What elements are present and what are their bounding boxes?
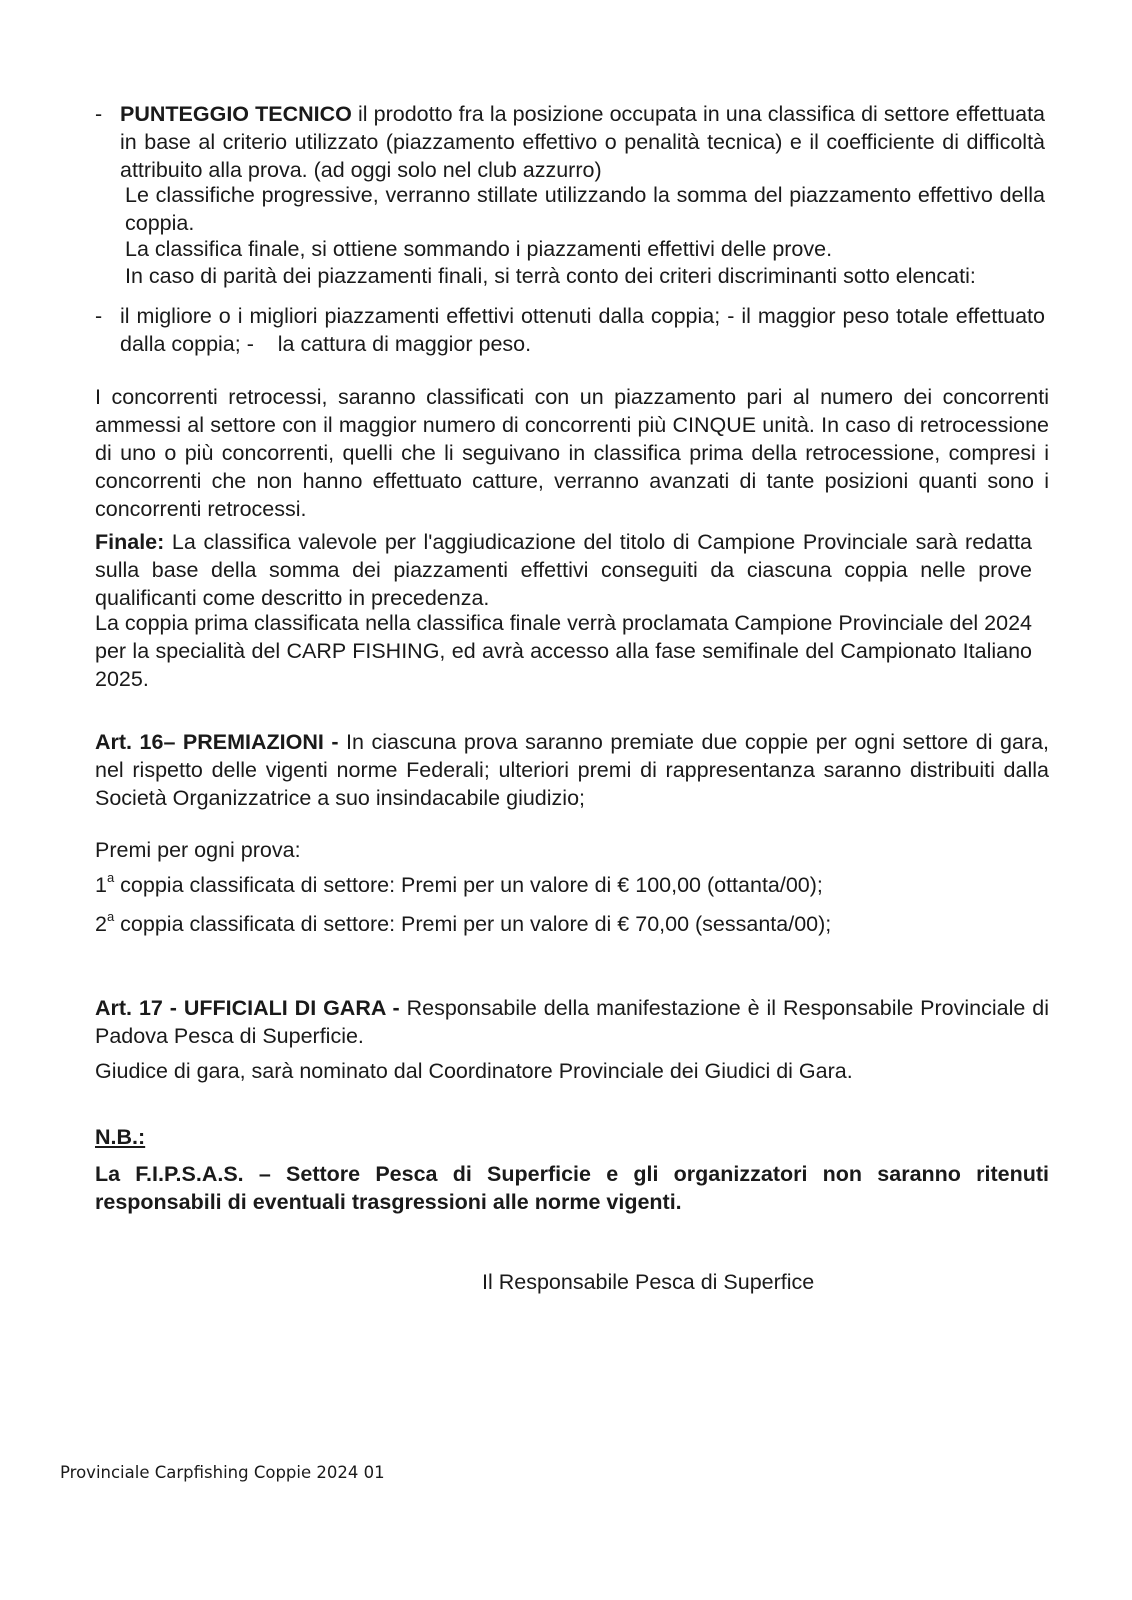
art16-paragraph: [95, 728, 1049, 812]
bullet-dash: -: [95, 102, 103, 126]
retrocessi-paragraph: I concorrenti retrocessi, saranno classificati con un piazzamento pari al numero dei concorrenti ammessi al settore con il maggior numero di concorrenti più CINQUE unità. In caso di retrocessione di uno o più concorrenti, quelli che li seguivano in classifica prima della retrocessione, compresi i concorrenti che non hanno effettuato catture, verranno avanzati di tante posizioni quanti sono i concorrenti retrocessi.: [95, 385, 1049, 521]
bullet-dash: -: [95, 304, 103, 328]
finale-paragraph: [95, 528, 1032, 612]
nb-label: N.B.:: [95, 1125, 146, 1149]
premio-1: 1$^a$ coppia classificata di settore: Premi per un valore di € 100,00 (ottanta/00);: [95, 869, 823, 897]
art16-label: Art. 16: [95, 730, 164, 754]
parita-text: In caso di parità dei piazzamenti finali, si terrà conto dei criteri discriminanti sotto elencati:: [125, 264, 976, 288]
punteggio-title: PUNTEGGIO TECNICO: [120, 102, 352, 126]
signature: Il Responsabile Pesca di Superfice: [482, 1270, 815, 1294]
giudice-text: Giudice di gara, sarà nominato dal Coordinatore Provinciale dei Giudici di Gara.: [95, 1059, 853, 1083]
finale-text: La classifica valevole per l'aggiudicazione del titolo di Campione Provinciale sarà redatta sulla base della somma dei piazzamenti effettivi conseguiti da ciascuna coppia nelle prove qualificanti come descritto in precedenza.: [95, 530, 1032, 610]
page-footer: Provinciale Carpfishing Coppie 2024 01: [60, 1463, 385, 1482]
art17-paragraph: [95, 994, 1049, 1050]
criteri-text: il migliore o i migliori piazzamenti effettivi ottenuti dalla coppia; - il maggior peso totale effettuato dalla coppia; - la cattura di maggior peso.: [120, 304, 1051, 356]
finale-somma-text: La classifica finale, si ottiene sommando i piazzamenti effettivi delle prove.: [125, 237, 833, 261]
punteggio-paragraph: [120, 100, 1045, 184]
art17-label: Art. 17 - UFFICIALI DI GARA -: [95, 996, 400, 1020]
art17-text: Responsabile della manifestazione è il Responsabile Provinciale di Padova Pesca di Superficie.: [95, 996, 1049, 1048]
art16-title: – PREMIAZIONI -: [163, 730, 339, 754]
art16-text: In ciascuna prova saranno premiate due coppie per ogni settore di gara, nel rispetto delle vigenti norme Federali; ulteriori premi di rappresentanza saranno distribuiti dalla Società Organizzatrice a suo insindacabile giudizio;: [95, 730, 1049, 810]
premi-title: Premi per ogni prova:: [95, 838, 301, 862]
finale-proclamazione: La coppia prima classificata nella classifica finale verrà proclamata Campione Provinciale del 2024 per la specialità del CARP FISHING, ed avrà accesso alla fase semifinale del Campionato Italiano 2025.: [95, 611, 1032, 691]
progressive-text: Le classifiche progressive, verranno stillate utilizzando la somma del piazzamento effettivo della coppia.: [125, 183, 1045, 235]
premio-2: 2$^a$ coppia classificata di settore: Premi per un valore di € 70,00 (sessanta/00);: [95, 908, 832, 936]
nb-text: La F.I.P.S.A.S. – Settore Pesca di Superficie e gli organizzatori non saranno ritenuti responsabili di eventuali trasgressioni alle norme vigenti.: [95, 1162, 1049, 1214]
punteggio-text: il prodotto fra la posizione occupata in una classifica di settore effettuata in base al criterio utilizzato (piazzamento effettivo o penalità tecnica) e il coefficiente di difficoltà attribuito alla prova. (ad oggi solo nel club azzurro): [120, 102, 1046, 182]
finale-label: Finale:: [95, 530, 165, 554]
